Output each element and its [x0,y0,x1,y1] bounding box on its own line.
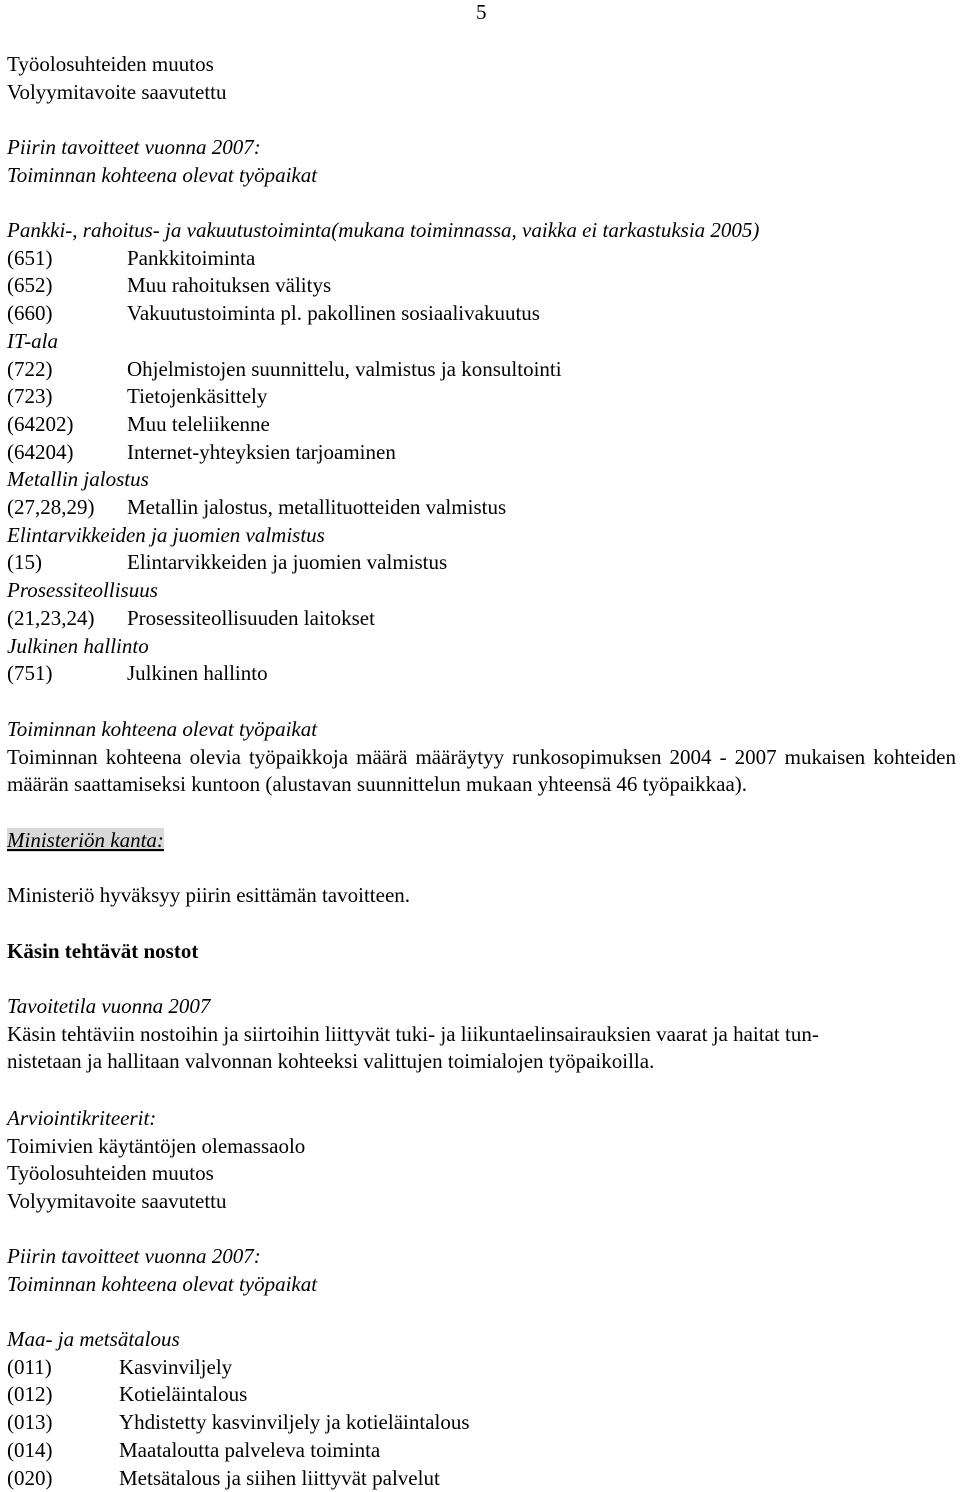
sector-heading: Elintarvikkeiden ja juomien valmistus [7,522,325,547]
workplaces-heading: Toiminnan kohteena olevat työpaikat [7,717,318,741]
sector-item [7,245,956,273]
sector-label: Maataloutta palveleva toiminta [119,1437,381,1462]
sector-item [7,439,956,467]
sector-label: Kotieläintalous [119,1382,248,1407]
sector-item [7,1437,956,1465]
sector-item [7,1409,956,1437]
sector-heading: Metallin jalostus [7,467,149,492]
goal-section [7,993,956,1076]
sector-item [7,660,956,688]
targets-heading-2 [7,1243,956,1298]
sector-list-2 [7,1326,956,1492]
sector-item [7,272,956,300]
sector-label: Yhdistetty kasvinviljely ja kotieläintalous [119,1410,470,1435]
top-criteria [7,51,956,106]
sector-label: Metallin jalostus, metallituotteiden valmistus [127,495,507,520]
sector-item [7,411,956,439]
criteria-heading: Arviointikriteerit: [7,1106,157,1130]
sector-heading: Prosessiteollisuus [7,578,158,603]
sector-heading: Julkinen hallinto [7,633,149,658]
sector-item [7,1381,956,1409]
sector-heading: IT-ala [7,328,58,353]
sector-code: (15) [7,550,42,575]
sector-code: (012) [7,1382,53,1407]
workplaces-section [7,716,956,799]
sector-label: Prosessiteollisuuden laitokset [127,605,375,630]
sector-code: (751) [7,661,53,686]
goal-heading: Tavoitetila vuonna 2007 [7,994,211,1018]
sector-label: Elintarvikkeiden ja juomien valmistus [127,550,448,575]
ministry-section [7,827,956,855]
sector-code: (014) [7,1437,53,1462]
ministry-statement [7,882,956,910]
sector-label: Vakuutustoiminta pl. pakollinen sosiaalivakuutus [127,301,540,326]
ministry-text: Ministeriö hyväksyy piirin esittämän tavoitteen. [7,883,411,907]
sector-item [7,1465,956,1492]
sector-label: Metsätalous ja siihen liittyvät palvelut [119,1465,440,1490]
goal-text-line: nistetaan ja hallitaan valvonnan kohteeksi valittujen toimialojen työpaikoilla. [7,1049,655,1074]
sector-label: Tietojenkäsittely [127,384,268,409]
workplaces-text: Toiminnan kohteena olevia työpaikkoja määrä määräytyy runkosopimuksen 2004 - 2007 mukaisen kohteiden määrän saattamiseksi kuntoon (alustavan suunnittelun mukaan yhteensä 46 työpaikkaa). [7,744,956,797]
sector-code: (21,23,24) [7,605,95,630]
criterion-line: Volyymitavoite saavutettu [7,1189,227,1214]
sector-code: (64204) [7,439,74,464]
targets-title: Piirin tavoitteet vuonna 2007: [7,1244,261,1268]
goal-text-line: Käsin tehtäviin nostoihin ja siirtoihin liittyvät tuki- ja liikuntaelinsairauksien vaarat ja haitat tun- [7,1021,819,1046]
sector-label: Muu teleliikenne [127,411,270,436]
sector-code: (660) [7,301,53,326]
sector-label: Julkinen hallinto [127,661,268,686]
sector-label: Muu rahoituksen välitys [127,273,332,298]
sector-code: (722) [7,356,53,381]
targets-subtitle: Toiminnan kohteena olevat työpaikat [7,1271,318,1296]
sector-item [7,1354,956,1382]
sector-code: (011) [7,1354,52,1379]
page-number: 5 [476,0,487,24]
sector-code: (020) [7,1465,53,1490]
section-title [7,938,956,966]
sector-code: (652) [7,273,53,298]
criterion-line: Työolosuhteiden muutos [7,52,214,76]
sector-item [7,383,956,411]
targets-title: Piirin tavoitteet vuonna 2007: [7,135,261,159]
sector-item [7,356,956,384]
sector-item [7,300,956,328]
sector-label: Pankkitoiminta [127,245,256,270]
criterion-line: Volyymitavoite saavutettu [7,79,227,104]
targets-subtitle: Toiminnan kohteena olevat työpaikat [7,162,318,187]
criterion-line: Työolosuhteiden muutos [7,1161,214,1186]
targets-heading [7,134,956,189]
criterion-line: Toimivien käytäntöjen olemassaolo [7,1133,306,1158]
sector-item [7,549,956,577]
sector-label: Ohjelmistojen suunnittelu, valmistus ja konsultointi [127,356,562,381]
sector-code: (651) [7,245,53,270]
sector-code: (64202) [7,411,74,436]
ministry-heading: Ministeriön kanta: [7,828,164,852]
sector-label: Kasvinviljely [119,1354,233,1379]
criteria-section [7,1105,956,1216]
sector-item [7,605,956,633]
sector-code: (27,28,29) [7,495,95,520]
sector-code: (013) [7,1410,53,1435]
section-title-text: Käsin tehtävät nostot [7,939,199,963]
sector-heading: Maa- ja metsätalous [7,1327,180,1351]
sector-heading: Pankki-, rahoitus- ja vakuutustoiminta(mukana toiminnassa, vaikka ei tarkastuksia 2005) [7,218,760,242]
sector-item [7,494,956,522]
sector-label: Internet-yhteyksien tarjoaminen [127,439,396,464]
sector-code: (723) [7,384,53,409]
sector-list [7,217,956,688]
